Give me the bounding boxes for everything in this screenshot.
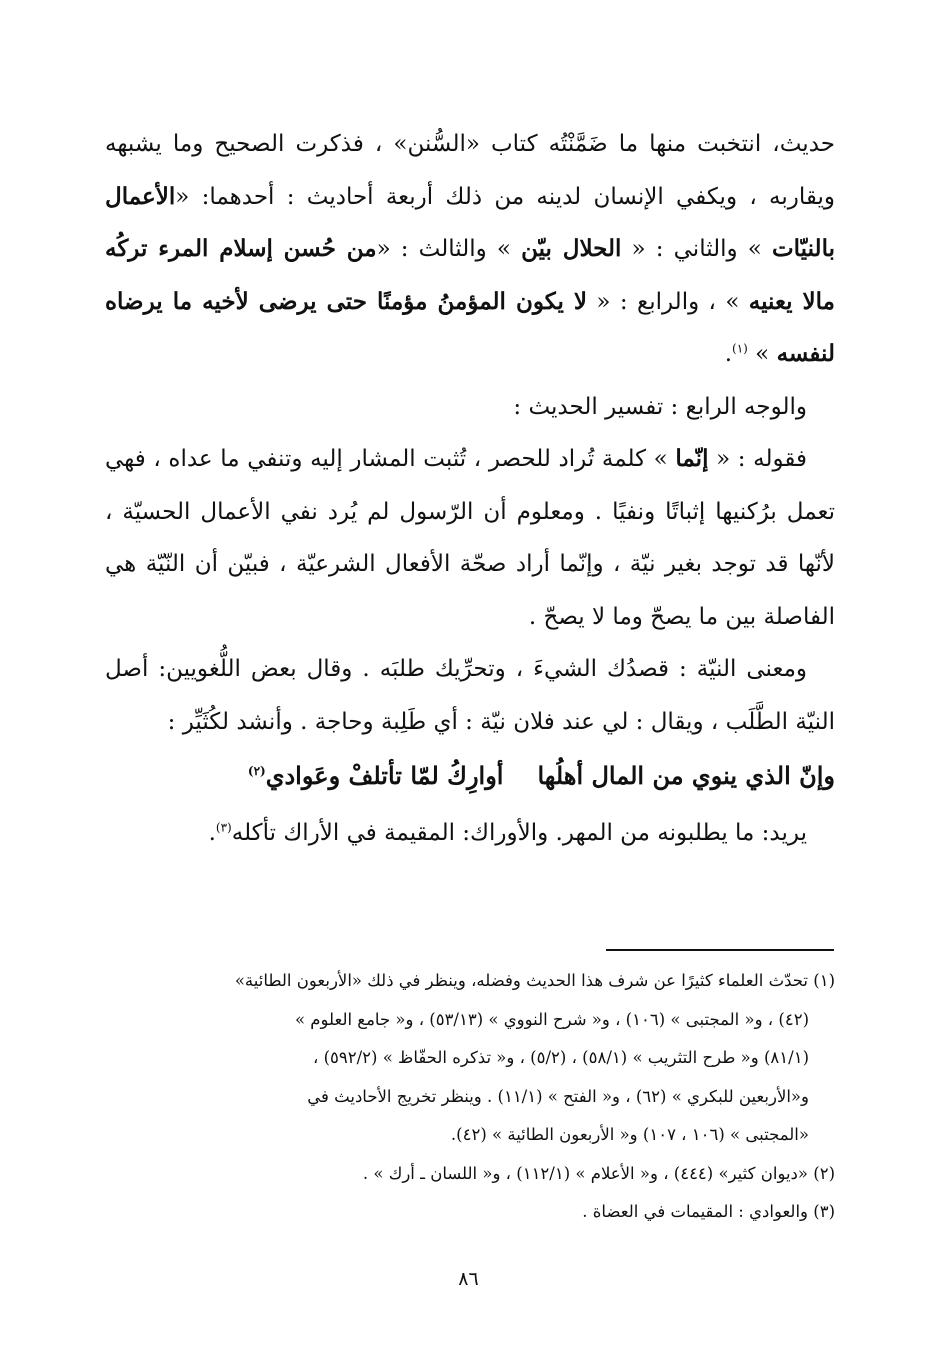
footnote-1-line-4: و«الأربعين للبكري » (٦٢) ، و« الفتح » (١١/١) . وينظر تخريج الأحاديث في	[307, 1086, 809, 1106]
section-heading: والوجه الرابع : تفسير الحديث :	[513, 393, 807, 420]
hadith-intentions: الأعمال بالنيّات	[105, 182, 835, 262]
word-innama: إنّما	[675, 445, 709, 472]
poetry-verse	[105, 750, 835, 803]
footnote-2: (٢) «ديوان كثير» (٤٤٤) ، و« الأعلام » (١١٢/١) ، و« اللسان ـ أرك » .	[362, 1163, 835, 1183]
hadith-halal: الحلال بيّن	[521, 235, 622, 262]
footnote-3: (٣) والعوادي : المقيمات في العضاة .	[582, 1202, 835, 1221]
paragraph-explanation: يريد: ما يطلبونه من المهر. والأوراك: المقيمة في الأراك تأكله$^{(٣)}$.	[208, 819, 807, 846]
footnotes	[105, 962, 835, 1232]
paragraph-niyyah-meaning: ومعنى النيّة : قصدُك الشيءَ ، وتحرِّيك طلبَه . وقال بعض اللُّغويين: أصل النيّة الطَّلَب ، ويقال : لي عند فلان نيّة : أي طَلِبة وحاجة . وأنشد لكُثَيِّر :	[105, 656, 835, 735]
footnote-1-line-5: «المجتبى » (١٠٦ ، ١٠٧) و« الأربعون الطائية » (٤٢).	[450, 1125, 809, 1144]
footnote-1-line-2: (٤٢) ، و« المجتبى » (١٠٦) ، و« شرح النووي » (٥٣/١٣) ، و« جامع العلوم »	[294, 1009, 809, 1029]
verse-second-hemistich: أوارِكُ لمّا تأتلفْ وعَوادي$^{(٢)}$	[247, 761, 504, 790]
footnote-ref-1: (١)	[732, 341, 748, 356]
hadith-good-islam: من حُسن إسلام المرء تركُه مالا يعنيه	[105, 235, 835, 315]
footnote-ref-2: (٢)	[247, 764, 266, 778]
paragraph-intro: حديث، انتخبت منها ما ضَمَّنْتُه كتاب «السُّنن» ، فذكرت الصحيح وما يشبهه ويقاربه ، ويكفي الإنسان لدينه من ذلك أربعة أحاديث : أحدهما: «الأعمال بالنيّات » والثاني : « الحلال بيّن » والثالث : «من حُسن إسلام المرء تركُه مالا يعنيه » ، والرابع : « لا يكون المؤمنُ مؤمنًا حتى يرضى لأخيه ما يرضاه لنفسه » $^{(١)}$.	[105, 131, 835, 367]
hadith-believer: لا يكون المؤمنُ مؤمنًا حتى يرضى لأخيه ما يرضاه لنفسه	[105, 287, 835, 367]
page-number: ٨٦	[458, 1268, 479, 1290]
footnote-separator	[606, 949, 834, 951]
main-text	[105, 118, 835, 859]
footnote-1-line-3: (٨١/١) و« طرح التثريب » (٥٨/١) ، (٥/٢) ، و« تذكره الحفّاظ » (٥٩٢/٢) ،	[313, 1048, 809, 1067]
paragraph-innama: فقوله : « إنّما » كلمة تُراد للحصر ، تُثبت المشار إليه وتنفي ما عداه ، فهي تعمل برُكنيها إثباتًا ونفيًا . ومعلوم أن الرّسول لم يُرد نفي الأعمال الحسيّة ، لأنّها قد توجد بغير نيّة ، وإنّما أراد صحّة الأفعال الشرعيّة ، فبيّن أن النّيّة هي الفاصلة بين ما يصحّ وما لا يصحّ .	[105, 445, 835, 630]
footnote-ref-3: (٣)	[215, 819, 232, 834]
footnote-1-line-1: (١) تحدّث العلماء كثيرًا عن شرف هذا الحديث وفضله، وينظر في ذلك «الأربعون الطائية»	[234, 971, 835, 990]
verse-first-hemistich: وإنّ الذي ينوي من المال أهلُها	[537, 761, 835, 790]
